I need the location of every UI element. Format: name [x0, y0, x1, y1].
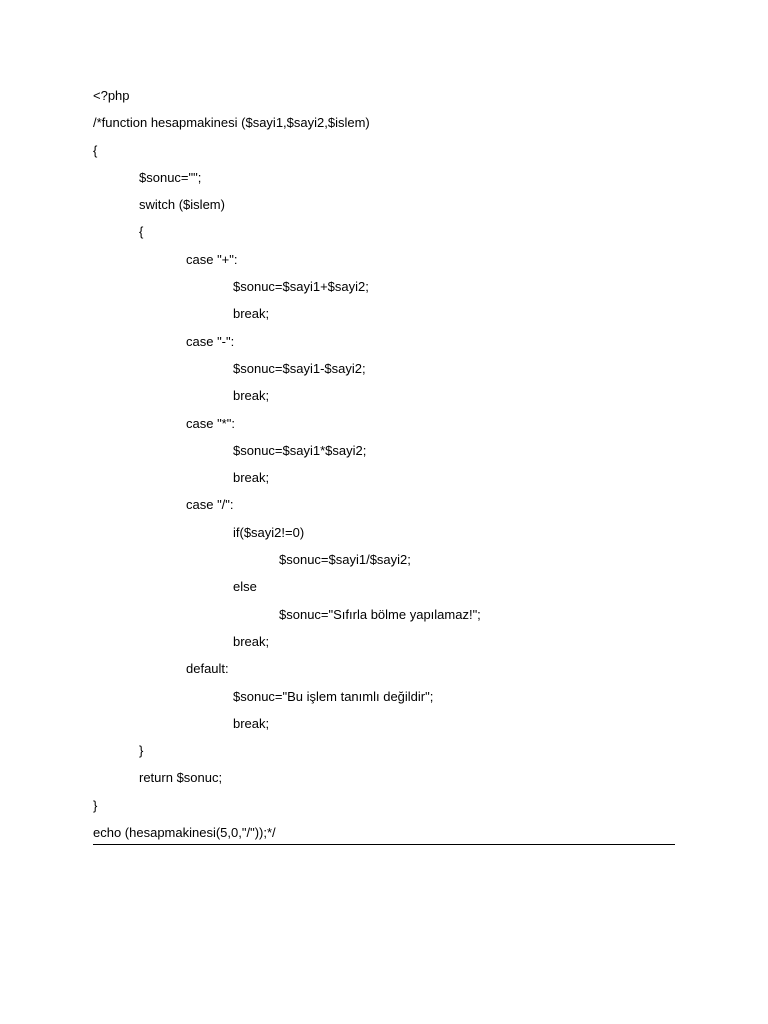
code-line: $sonuc="Bu işlem tanımlı değildir"; [233, 688, 434, 704]
code-line: break; [233, 306, 270, 322]
code-line: break; [233, 388, 270, 404]
code-line: else [233, 579, 257, 595]
code-line: if($sayi2!=0) [233, 524, 305, 540]
code-line: case "+": [186, 251, 238, 267]
code-line: case "*": [186, 415, 235, 431]
code-line: { [93, 142, 98, 158]
code-line: { [139, 224, 144, 240]
code-line: $sonuc=$sayi1-$sayi2; [233, 360, 366, 376]
code-line: $sonuc="Sıfırla bölme yapılamaz!"; [279, 606, 481, 622]
code-line: return $sonuc; [139, 770, 223, 786]
code-line: case "-": [186, 333, 235, 349]
code-line: $sonuc=$sayi1+$sayi2; [233, 279, 369, 295]
code-line: default: [186, 661, 229, 677]
code-line: break; [233, 715, 270, 731]
code-line: break; [233, 633, 270, 649]
code-line: $sonuc=$sayi1*$sayi2; [233, 442, 367, 458]
bottom-rule [93, 844, 675, 845]
code-line: break; [233, 470, 270, 486]
code-line: /*function hesapmakinesi ($sayi1,$sayi2,$islem) [93, 115, 370, 131]
code-line: switch ($islem) [139, 197, 225, 213]
code-line: } [93, 797, 98, 813]
code-line: $sonuc=$sayi1/$sayi2; [279, 552, 411, 568]
code-line: $sonuc=""; [139, 169, 202, 185]
code-line: } [139, 743, 144, 759]
code-line: case "/": [186, 497, 234, 513]
code-line: <?php [93, 88, 130, 103]
php-code-block [93, 86, 675, 850]
code-line: echo (hesapmakinesi(5,0,"/"));*/ [93, 825, 276, 841]
